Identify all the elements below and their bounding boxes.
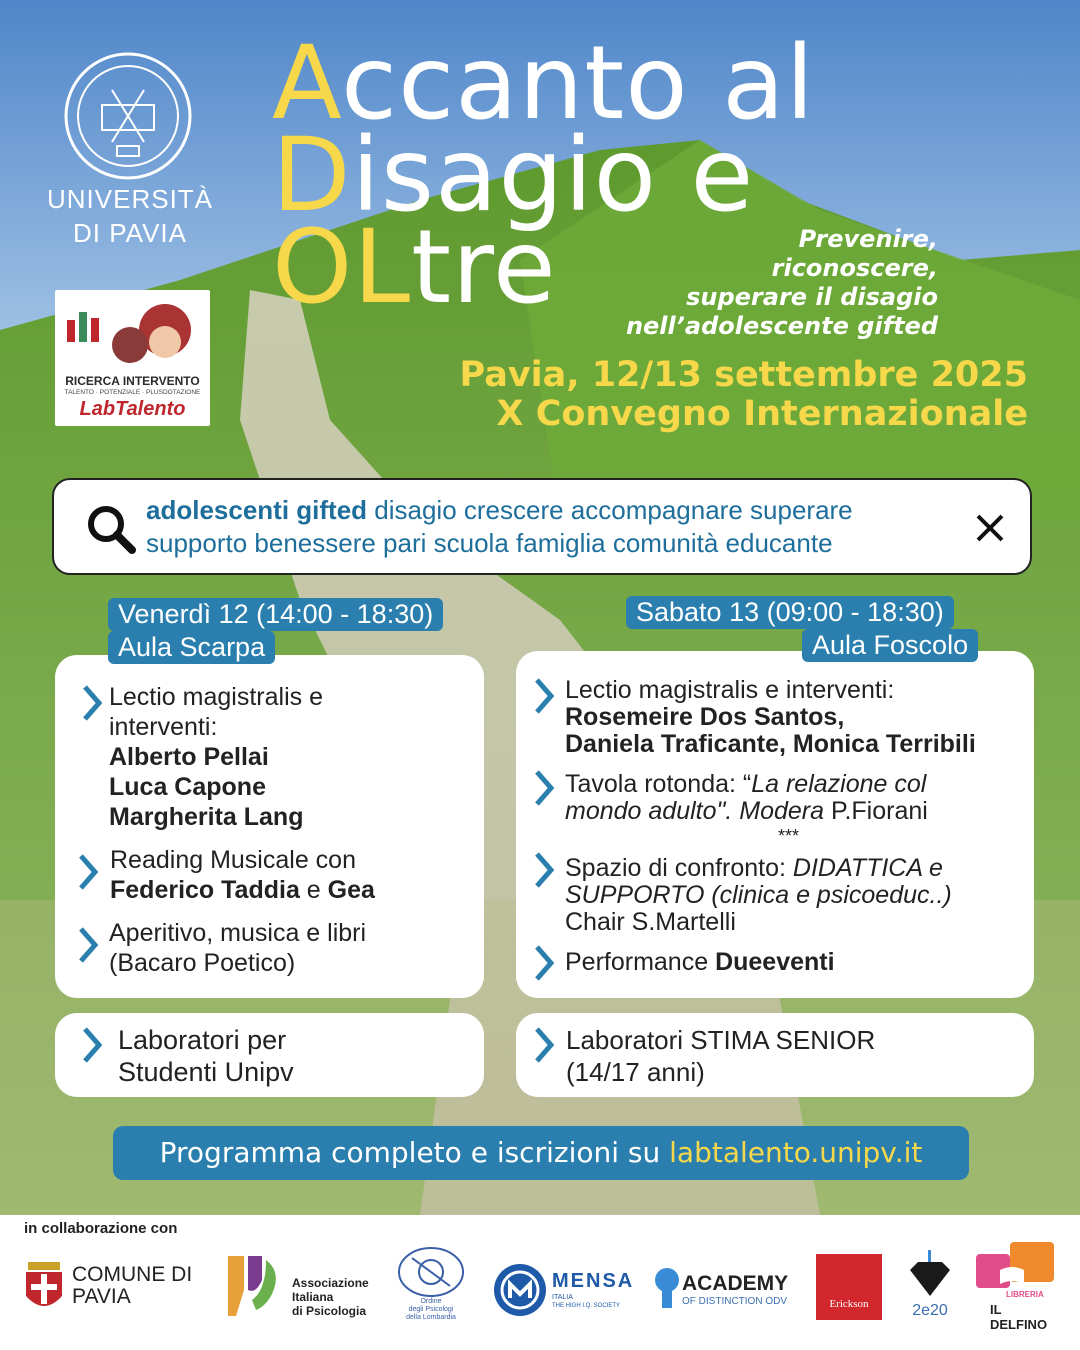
close-icon[interactable] (970, 508, 1010, 548)
aip-logo: Associazione Italiana di Psicologia (222, 1250, 382, 1322)
day1-tab-date: Venerdì 12 (14:00 - 18:30) (108, 598, 443, 631)
labtalento-line1: RICERCA INTERVENTO (65, 374, 200, 388)
day1-item-reading: Reading Musicale con Federico Taddia e Gea (110, 846, 375, 904)
day2-tab-date: Sabato 13 (09:00 - 18:30) (626, 596, 954, 629)
day2-item-lectio: Lectio magistralis e interventi: Rosemeire Dos Santos, Daniela Traficante, Monica Terribili (565, 676, 976, 758)
day2-item-performance: Performance Dueeventi (565, 948, 835, 976)
erickson-logo: Erickson (816, 1254, 882, 1320)
labtalento-line2: TALENTO · POTENZIALE · PLUSDOTAZIONE (64, 389, 201, 396)
opl-logo: Ordine degli Psicologi della Lombardia (392, 1240, 470, 1330)
comune-crest-icon (22, 1258, 66, 1318)
chevron-right-icon (532, 943, 556, 983)
libreria-il-delfino-logo: LIBRERIA IL DELFINO (976, 1240, 1058, 1328)
labtalento-illustration (55, 290, 210, 374)
search-icon (84, 502, 138, 556)
academy-head-icon (652, 1266, 682, 1312)
day2-item-spazio: Spazio di confronto: DIDATTICA e SUPPORTO (clinica e psicoeduc..) Chair S.Martelli (565, 854, 952, 936)
mensa-logo: MENSA ITALIA THE HIGH I.Q. SOCIETY (492, 1262, 637, 1320)
chevron-right-icon (532, 850, 556, 890)
registration-banner[interactable]: Programma completo e iscrizioni su labtalento.unipv.it (113, 1126, 969, 1180)
day1-item-lectio: Lectio magistralis e interventi: Alberto Pellai Luca Capone Margherita Lang (109, 683, 323, 831)
day1-lab-label: Laboratori per Studenti Unipv (118, 1025, 294, 1087)
day2-lab-label: Laboratori STIMA SENIOR (14/17 anni) (566, 1025, 876, 1087)
chevron-right-icon (532, 676, 556, 716)
chevron-right-icon (532, 768, 556, 808)
day1-tab-room: Aula Scarpa (108, 631, 275, 664)
aip-mark-icon (222, 1250, 286, 1322)
footer-label: in collaborazione con (24, 1220, 178, 1237)
day2-item-tavola: Tavola rotonda: “La relazione col mondo adulto". Modera P.Fiorani (565, 770, 928, 825)
comune-pavia-logo: COMUNE DI PAVIA (22, 1258, 212, 1322)
keyword-search-bar[interactable] (52, 478, 1032, 575)
mensa-globe-icon (492, 1262, 548, 1318)
university-seal-logo (62, 50, 194, 182)
chevron-right-icon (76, 925, 100, 965)
search-keywords: adolescenti gifted disagio crescere accompagnare superare supporto benessere pari scuola famiglia comunità educante (146, 495, 853, 558)
event-date: Pavia, 12/13 settembre 2025 X Convegno Internazionale (459, 355, 1028, 434)
university-name: UNIVERSITÀ DI PAVIA (46, 184, 214, 248)
event-title: Accanto al Disagio e OLtre (272, 24, 815, 327)
labtalento-logo (55, 290, 210, 426)
diamond-icon (904, 1250, 956, 1302)
separator-stars: *** (778, 826, 800, 846)
labtalento-name: LabTalento (79, 398, 186, 420)
academy-of-distinction-logo: ACADEMY OF DISTINCTION ODV (652, 1266, 797, 1316)
chevron-right-icon (80, 1025, 104, 1065)
chevron-right-icon (80, 683, 104, 723)
open-book-icon (976, 1240, 1058, 1292)
chevron-right-icon (532, 1025, 556, 1065)
registration-link[interactable]: labtalento.unipv.it (669, 1136, 923, 1169)
day1-item-aperitivo: Aperitivo, musica e libri (Bacaro Poetico) (109, 919, 367, 977)
chevron-right-icon (76, 852, 100, 892)
2e20-logo: 2e20 (904, 1250, 956, 1320)
day2-tab-room: Aula Foscolo (802, 629, 978, 662)
tagline: Prevenire, riconoscere, superare il disagio nell’adolescente gifted (625, 225, 938, 340)
opl-mark-icon (392, 1240, 470, 1302)
